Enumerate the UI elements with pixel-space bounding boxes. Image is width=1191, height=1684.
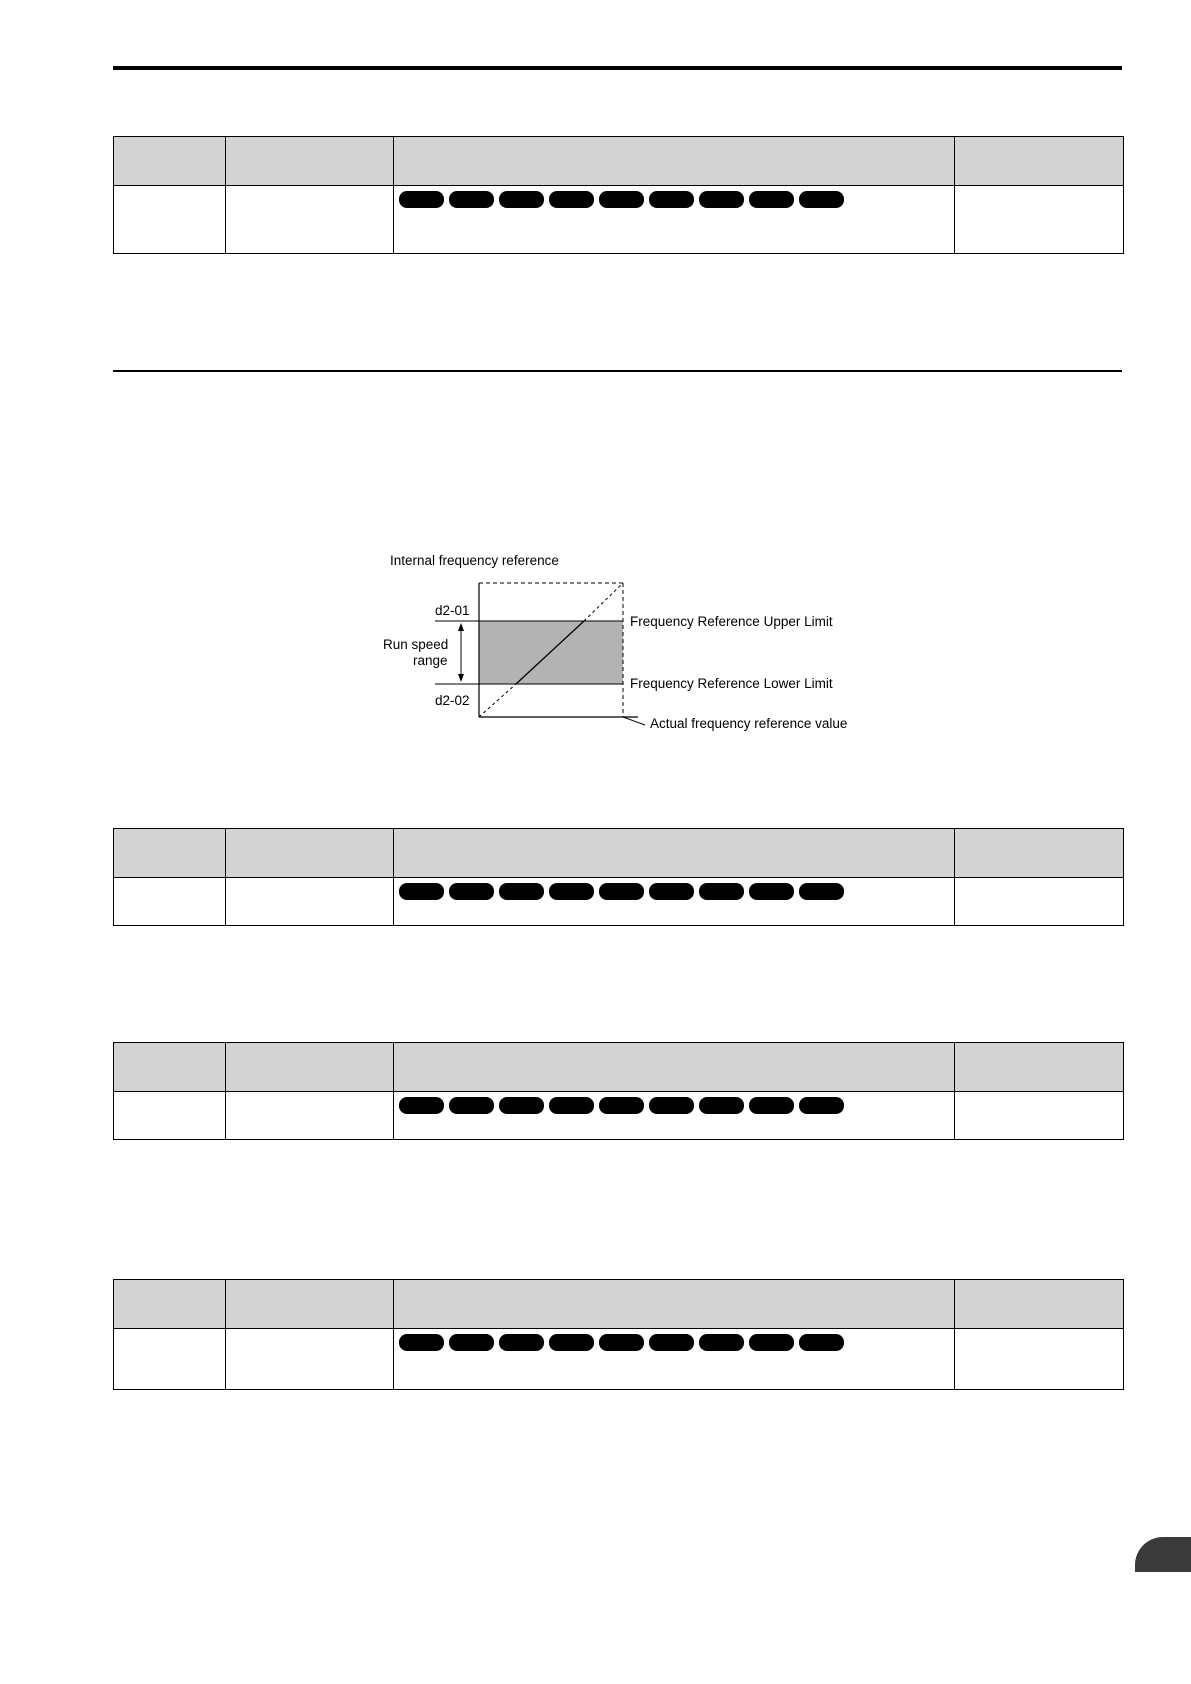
mode-badge	[649, 1097, 694, 1114]
mode-badge	[599, 1334, 644, 1351]
mode-badge	[649, 883, 694, 900]
mode-badge	[799, 1334, 844, 1351]
table-row	[114, 1329, 1124, 1390]
cell-default	[955, 186, 1124, 254]
header-cell-name	[226, 829, 394, 878]
y-axis-label: Internal frequency reference	[390, 553, 559, 568]
mode-badge	[799, 1097, 844, 1114]
header-rule	[113, 66, 1122, 70]
mode-badge	[599, 883, 644, 900]
mode-badge	[549, 1097, 594, 1114]
cell-name	[226, 186, 394, 254]
header-cell-description	[394, 829, 955, 878]
mode-badge	[699, 1334, 744, 1351]
mode-badge	[699, 191, 744, 208]
table-row	[114, 186, 1124, 254]
header-cell-default	[955, 1280, 1124, 1329]
mode-badge	[599, 191, 644, 208]
range-arrow-down	[458, 674, 464, 682]
cell-name	[226, 1092, 394, 1140]
header-cell-no	[114, 137, 226, 186]
cell-description	[394, 1329, 955, 1390]
cell-name	[226, 878, 394, 926]
cell-description	[394, 878, 955, 926]
cell-default	[955, 1329, 1124, 1390]
cell-no	[114, 186, 226, 254]
table-header-row	[114, 1280, 1124, 1329]
cell-name	[226, 1329, 394, 1390]
mode-badge	[749, 1334, 794, 1351]
parameter-table-1	[113, 136, 1124, 254]
range-arrow-up	[458, 623, 464, 631]
cell-default	[955, 1092, 1124, 1140]
mode-badge	[399, 191, 444, 208]
mode-badge	[649, 191, 694, 208]
cell-no	[114, 1329, 226, 1390]
mode-badge	[549, 1334, 594, 1351]
mode-badge	[499, 191, 544, 208]
header-cell-name	[226, 1280, 394, 1329]
mode-badge	[799, 883, 844, 900]
range-label-line2: range	[413, 653, 448, 668]
section-rule	[113, 370, 1122, 372]
mode-badge	[749, 191, 794, 208]
control-mode-badges	[394, 878, 954, 900]
range-label-line1: Run speed	[383, 637, 449, 652]
header-cell-name	[226, 1043, 394, 1092]
run-speed-band	[479, 621, 623, 684]
upper-param-label: d2-01	[435, 603, 470, 618]
dashed-diagonal-lower	[479, 684, 516, 717]
header-cell-description	[394, 1280, 955, 1329]
mode-badge	[749, 883, 794, 900]
table-header-row	[114, 137, 1124, 186]
mode-badge	[549, 883, 594, 900]
table-row	[114, 1092, 1124, 1140]
header-cell-description	[394, 137, 955, 186]
cell-default	[955, 878, 1124, 926]
mode-badge	[499, 1334, 544, 1351]
mode-badge	[449, 1097, 494, 1114]
header-cell-default	[955, 1043, 1124, 1092]
mode-badge	[399, 1097, 444, 1114]
header-cell-name	[226, 137, 394, 186]
mode-badge	[499, 883, 544, 900]
lower-limit-label: Frequency Reference Lower Limit	[630, 676, 833, 691]
cell-description	[394, 1092, 955, 1140]
cell-no	[114, 878, 226, 926]
table-header-row	[114, 1043, 1124, 1092]
table-row	[114, 878, 1124, 926]
header-cell-default	[955, 137, 1124, 186]
mode-badge	[449, 191, 494, 208]
header-cell-no	[114, 829, 226, 878]
mode-badge	[449, 1334, 494, 1351]
table-header-row	[114, 829, 1124, 878]
mode-badge	[749, 1097, 794, 1114]
upper-limit-label: Frequency Reference Upper Limit	[630, 614, 833, 629]
mode-badge	[399, 1334, 444, 1351]
header-cell-no	[114, 1043, 226, 1092]
chapter-tab	[1135, 1537, 1191, 1572]
dashed-diagonal-upper	[584, 583, 623, 621]
control-mode-badges	[394, 186, 954, 208]
mode-badge	[649, 1334, 694, 1351]
parameter-table-4	[113, 1279, 1124, 1390]
control-mode-badges	[394, 1092, 954, 1114]
mode-badge	[499, 1097, 544, 1114]
x-axis-label: Actual frequency reference value	[650, 716, 848, 731]
header-cell-description	[394, 1043, 955, 1092]
mode-badge	[599, 1097, 644, 1114]
mode-badge	[699, 1097, 744, 1114]
x-axis-leader	[623, 717, 645, 725]
frequency-limit-diagram	[370, 545, 870, 745]
lower-param-label: d2-02	[435, 693, 470, 708]
mode-badge	[799, 191, 844, 208]
mode-badge	[699, 883, 744, 900]
header-cell-no	[114, 1280, 226, 1329]
mode-badge	[449, 883, 494, 900]
cell-no	[114, 1092, 226, 1140]
parameter-table-2	[113, 828, 1124, 926]
mode-badge	[549, 191, 594, 208]
header-cell-default	[955, 829, 1124, 878]
parameter-table-3	[113, 1042, 1124, 1140]
cell-description	[394, 186, 955, 254]
mode-badge	[399, 883, 444, 900]
control-mode-badges	[394, 1329, 954, 1351]
